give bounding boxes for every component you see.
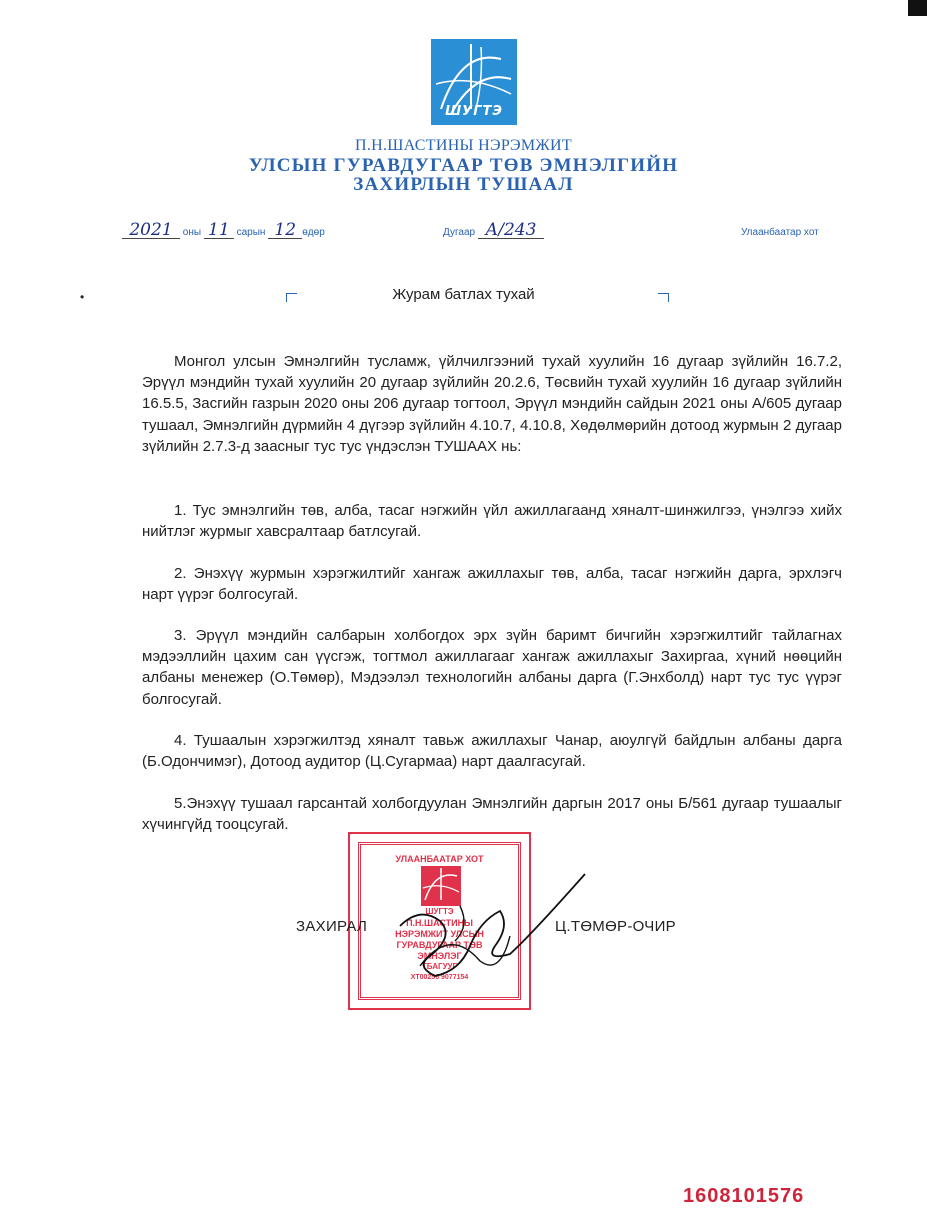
order-item-3 [142,625,842,710]
header-line-3: ЗАХИРЛЫН ТУШААЛ [353,174,574,195]
date-line [122,222,325,239]
order-item-2 [142,563,842,605]
date-year-suffix: оны [182,227,202,238]
logo-text: ШУГТЭ [445,104,503,119]
subject-title: Журам батлах тухай [392,286,535,303]
signatory-name: Ц.ТӨМӨР-ОЧИР [555,918,676,935]
stamp-logo-text: ШУГТЭ [425,907,454,916]
stamp-line-3: ГУРАВДУГААР ТӨВ [396,940,483,950]
order-item-text: 5.Энэхүү тушаал гарсантай холбогдуулан Эмнэлгийн даргын 2017 оны Б/561 дугаар тушаалыг хүчингүйд тооцсугай. [142,795,842,834]
stamp-line-4: ЭМНЭЛЭГ [417,951,462,961]
order-item-5 [142,793,842,835]
date-day: 12 [268,222,302,239]
date-month-suffix: сарын [236,227,266,238]
document-serial-number: 1608101576 [683,1185,805,1207]
order-item-text: 3. Эрүүл мэндийн салбарын холбогдох эрх зүйн баримт бичгийн хэрэгжилтийг тайлагнах мэдээллийн цахим сан үүсгэж, тогтмол ажиллагааг хангаж ажиллахыг Захиргаа, хүний нөөцийн албаны менежер (О.Төмөр), Мэдээлэл технологийн албаны дарга (Г.Энхболд) нарт тус тус үүрэг болгосугай. [142,627,842,708]
order-item-text: 1. Тус эмнэлгийн төв, алба, тасаг нэгжийн үйл ажиллагаанд хяналт-шинжилгээ, үнэлгээ хийх нийтлэг журмыг хавсралтаар батлсугай. [142,502,842,541]
order-number-line [443,222,544,239]
city-label: Улаанбаатар хот [741,227,819,238]
date-month: 11 [204,222,234,239]
order-item-4 [142,730,842,772]
date-day-suffix: өдөр [302,227,325,238]
scan-speck: • [80,290,85,304]
stamp-line-2: НЭРЭМЖИТ УЛСЫН [395,929,484,939]
intro-text: Монгол улсын Эмнэлгийн тусламж, үйлчилгээний тухай хуулийн 16 дугаар зүйлийн 16.7.2, Эрүүл мэндийн тухай хуулийн 20 дугаар зүйлийн 20.2.6, Төсвийн тухай хуулийн 16 дугаар зүйлийн 16.5.5, Засгийн газрын 2020 оны 206 дугаар тогтоол, Эрүүл мэндийн сайдын 2021 оны А/605 дугаар тушаал, Эмнэлгийн дүрмийн 4 дүгээр зүйлийн 4.10.7, 4.10.8, Хөдөлмөрийн дотоод журмын 2 дугаар зүйлийн 2.7.3-д заасныг тус тус үндэслэн ТУШААХ нь: [142,353,842,455]
handwritten-signature [360,866,590,986]
stamp-line-5: ТБАГУУГ [421,962,458,971]
scan-corner-mark [908,0,927,16]
signatory-title: ЗАХИРАЛ [296,918,368,935]
order-item-1 [142,500,842,542]
stamp-top-text: УЛААНБААТАР ХОТ [395,854,484,864]
intro-paragraph [142,351,842,457]
order-number: А/243 [478,222,544,239]
header-line-2: УЛСЫН ГУРАВДУГААР ТӨВ ЭМНЭЛГИЙН [248,155,679,176]
order-item-text: 2. Энэхүү журмын хэрэгжилтийг хангаж ажиллахыг төв, алба, тасаг нэгжийн дарга, эрхлэгч нарт үүрэг болгосугай. [142,565,842,604]
order-number-label: Дугаар [443,227,476,238]
header-line-1: П.Н.ШАСТИНЫ НЭРЭМЖИТ [355,137,572,154]
stamp-bottom-text: ХТ00256 9077154 [410,974,469,981]
hospital-logo [431,39,517,125]
date-year: 2021 [122,222,180,239]
order-item-text: 4. Тушаалын хэрэгжилтэд хяналт тавьж ажиллахыг Чанар, аюулгүй байдлын албаны дарга (Б.Одончимэг), Дотоод аудитор (Ц.Сугармаа) нарт даалгасугай. [142,732,842,771]
stamp-line-1: П.Н.ШАСТИНЫ [406,918,473,928]
